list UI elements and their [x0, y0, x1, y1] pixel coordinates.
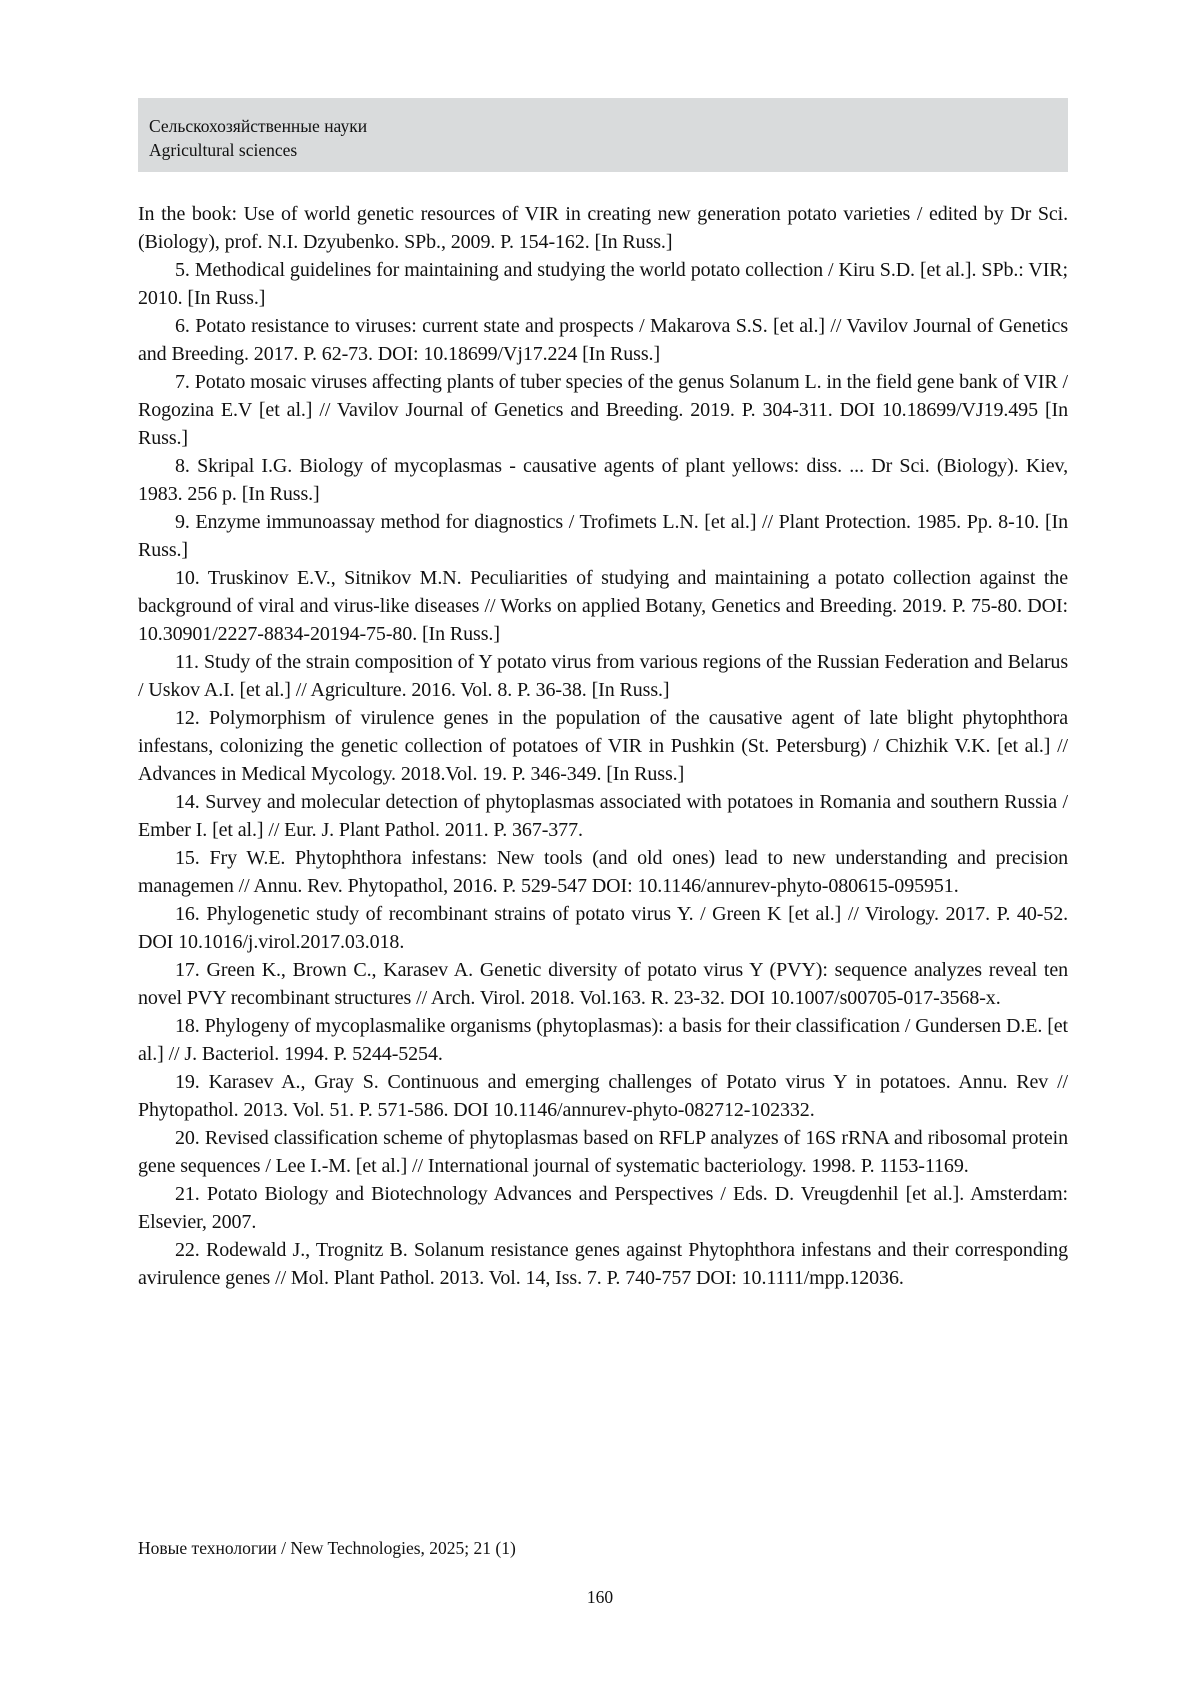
reference-item: 11. Study of the strain composition of Y potato virus from various regions of the Russian Federation and Belarus / Uskov A.I. [et al.] // Agriculture. 2016. Vol. 8. P. 36-38. [In Russ.]: [138, 651, 1068, 701]
reference-item: 20. Revised classification scheme of phytoplasmas based on RFLP analyzes of 16S rRNA and ribosomal protein gene sequences / Lee I.-M. [et al.] // International journal of systematic bacteriology. 1998. P. 1153-1169.: [138, 1127, 1068, 1177]
reference-item: 7. Potato mosaic viruses affecting plants of tuber species of the genus Solanum L. in the field gene bank of VIR / Rogozina E.V [et al.] // Vavilov Journal of Genetics and Breeding. 2019. P. 304-311. DOI 10.18699/VJ19.495 [In Russ.]: [138, 371, 1068, 449]
reference-item: 6. Potato resistance to viruses: current state and prospects / Makarova S.S. [et al.] // Vavilov Journal of Genetics and Breeding. 2017. P. 62-73. DOI: 10.18699/Vj17.224 [In Russ.]: [138, 315, 1068, 365]
reference-item: 14. Survey and molecular detection of phytoplasmas associated with potatoes in Romania and southern Russia / Ember I. [et al.] // Eur. J. Plant Pathol. 2011. P. 367-377.: [138, 791, 1068, 841]
running-header: [138, 98, 1068, 172]
reference-item: 10. Truskinov E.V., Sitnikov M.N. Peculiarities of studying and maintaining a potato collection against the background of viral and virus-like diseases // Works on applied Botany, Genetics and Breeding. 2019. P. 75-80. DOI: 10.30901/2227-8834-20194-75-80. [In Russ.]: [138, 567, 1068, 645]
reference-item: 22. Rodewald J., Trognitz B. Solanum resistance genes against Phytophthora infestans and their corresponding avirulence genes // Mol. Plant Pathol. 2013. Vol. 14, Iss. 7. P. 740-757 DOI: 10.1111/mpp.12036.: [138, 1239, 1068, 1289]
page-number: 160: [586, 1587, 614, 1607]
reference-item: 18. Phylogeny of mycoplasmalike organisms (phytoplasmas): a basis for their classification / Gundersen D.E. [et al.] // J. Bacteriol. 1994. P. 5244-5254.: [138, 1015, 1068, 1065]
section-title-en: Agricultural sciences: [149, 140, 298, 160]
reference-item: 5. Methodical guidelines for maintaining and studying the world potato collection / Kiru S.D. [et al.]. SPb.: VIR; 2010. [In Russ.]: [138, 259, 1068, 309]
reference-item: 21. Potato Biology and Biotechnology Advances and Perspectives / Eds. D. Vreugdenhil [et al.]. Amsterdam: Elsevier, 2007.: [138, 1183, 1068, 1233]
reference-item: 19. Karasev A., Gray S. Continuous and emerging challenges of Potato virus Y in potatoes. Annu. Rev // Phytopathol. 2013. Vol. 51. P. 571-586. DOI 10.1146/annurev-phyto-082712-102332.: [138, 1071, 1068, 1121]
reference-item: 12. Polymorphism of virulence genes in the population of the causative agent of late blight phytophthora infestans, colonizing the genetic collection of potatoes of VIR in Pushkin (St. Petersburg) / Chizhik V.K. [et al.] // Advances in Medical Mycology. 2018.Vol. 19. P. 346-349. [In Russ.]: [138, 707, 1068, 785]
reference-item: In the book: Use of world genetic resources of VIR in creating new generation potato varieties / edited by Dr Sci. (Biology), prof. N.I. Dzyubenko. SPb., 2009. P. 154-162. [In Russ.]: [138, 203, 1068, 253]
journal-footer: Новые технологии / New Technologies, 2025; 21 (1): [138, 1538, 516, 1558]
reference-item: 16. Phylogenetic study of recombinant strains of potato virus Y. / Green K [et al.] // Virology. 2017. P. 40-52. DOI 10.1016/j.virol.2017.03.018.: [138, 903, 1068, 953]
reference-item: 17. Green K., Brown C., Karasev A. Genetic diversity of potato virus Y (PVY): sequence analyzes reveal ten novel PVY recombinant structures // Arch. Virol. 2018. Vol.163. R. 23-32. DOI 10.1007/s00705-017-3568-x.: [138, 959, 1068, 1009]
reference-list: [138, 200, 1068, 1292]
reference-item: 15. Fry W.E. Phytophthora infestans: New tools (and old ones) lead to new understanding and precision managemen // Annu. Rev. Phytopathol, 2016. P. 529-547 DOI: 10.1146/annurev-phyto-080615-095951.: [138, 847, 1068, 897]
section-title-ru: Сельскохозяйственные науки: [149, 116, 368, 136]
reference-item: 8. Skripal I.G. Biology of mycoplasmas - causative agents of plant yellows: diss. ... Dr Sci. (Biology). Kiev, 1983. 256 p. [In Russ.]: [138, 455, 1068, 505]
reference-item: 9. Enzyme immunoassay method for diagnostics / Trofimets L.N. [et al.] // Plant Protection. 1985. Pp. 8-10. [In Russ.]: [138, 511, 1068, 561]
